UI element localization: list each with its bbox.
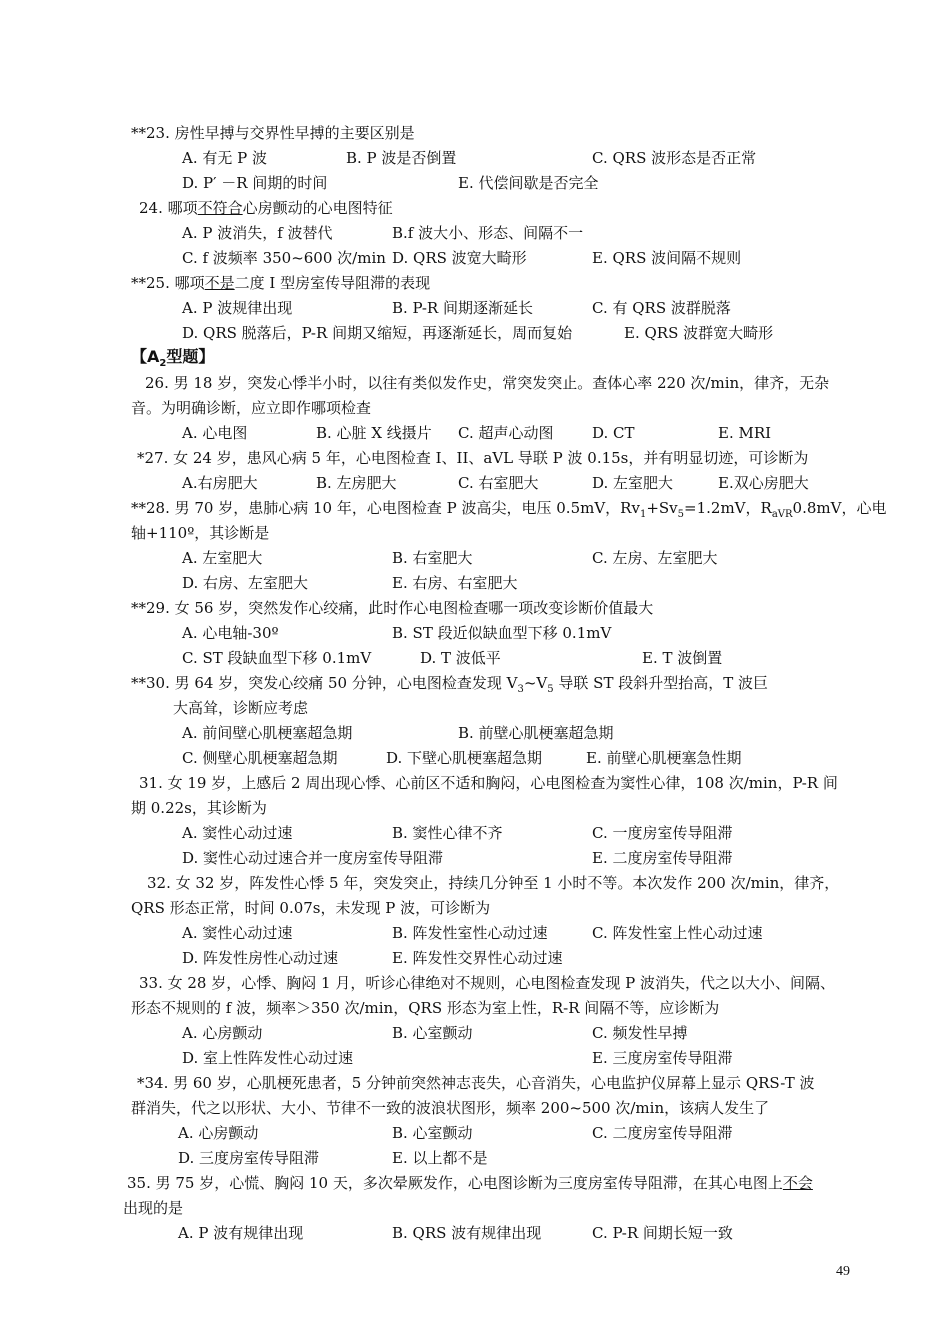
q28-option-b: B. 右室肥大 — [392, 549, 473, 567]
q33-option-a: A. 心房颤动 — [182, 1024, 263, 1042]
q29-stem: **29. 女 56 岁，突然发作心绞痛，此时作心电图检查哪一项改变诊断价值最大 — [131, 599, 654, 617]
q24-option-e: E. QRS 波间隔不规则 — [592, 249, 742, 267]
q31-option-d: D. 窦性心动过速合并一度房室传导阻滞 — [182, 849, 444, 867]
q32-option-d: D. 阵发性房性心动过速 — [182, 949, 339, 967]
q28-option-a: A. 左室肥大 — [182, 549, 263, 567]
q23-option-e: E. 代偿间歇是否完全 — [458, 174, 599, 192]
q23-stem: **23. 房性早搏与交界性早搏的主要区别是 — [131, 124, 415, 142]
q25-option-c: C. 有 QRS 波群脱落 — [592, 299, 731, 317]
q35-emphasis: 不会 — [782, 1174, 813, 1192]
q29-option-b: B. ST 段近似缺血型下移 0.1mV — [392, 624, 612, 642]
q30-option-c: C. 侧壁心肌梗塞超急期 — [182, 749, 338, 767]
q35-option-c: C. P-R 间期长短一致 — [592, 1224, 733, 1242]
q31-stem-line1: 31. 女 19 岁，上感后 2 周出现心悸、心前区不适和胸闷，心电图检查为窦性心律，108 次/min，P-R 间 — [139, 774, 838, 792]
q31-option-a: A. 窦性心动过速 — [182, 824, 293, 842]
q34-stem-line1: *34. 男 60 岁，心肌梗死患者，5 分钟前突然神志丧失，心音消失，心电监护仪屏幕上显示 QRS-T 波 — [137, 1074, 815, 1092]
q24-option-b: B.f 波大小、形态、间隔不一 — [392, 224, 584, 242]
q25-option-a: A. P 波规律出现 — [182, 299, 293, 317]
q27-option-d: D. 左室肥大 — [592, 474, 674, 492]
q29-option-d: D. T 波低平 — [420, 649, 501, 667]
q33-stem-line1: 33. 女 28 岁，心悸、胸闷 1 月，听诊心律绝对不规则，心电图检查发现 P 波消失，代之以大小、间隔、 — [139, 974, 835, 992]
q33-stem-line2: 形态不规则的 f 波，频率＞350 次/min，QRS 形态为室上性，R-R 间隔不等，应诊断为 — [131, 999, 720, 1017]
q32-stem-line1: 32. 女 32 岁，阵发性心悸 5 年，突发突止，持续几分钟至 1 小时不等。本次发作 200 次/min，律齐， — [147, 874, 840, 892]
q24-option-a: A. P 波消失，f 波替代 — [182, 224, 333, 242]
q26-option-d: D. CT — [592, 424, 635, 442]
q35-option-b: B. QRS 波有规律出现 — [392, 1224, 542, 1242]
q23-option-d: D. P′ －R 间期的时间 — [182, 174, 328, 192]
q29-option-c: C. ST 段缺血型下移 0.1mV — [182, 649, 372, 667]
q27-option-c: C. 右室肥大 — [458, 474, 539, 492]
q30-option-d: D. 下壁心肌梗塞超急期 — [386, 749, 543, 767]
q32-option-e: E. 阵发性交界性心动过速 — [392, 949, 563, 967]
q26-option-b: B. 心脏 X 线摄片 — [316, 424, 432, 442]
q31-stem-line2: 期 0.22s，其诊断为 — [131, 799, 267, 817]
q30-stem-line1: **30. 男 64 岁，突发心绞痛 50 分钟，心电图检查发现 $V_3\sim V_5$ 导联 ST 段斜升型抬高，T 波巨 — [131, 674, 768, 695]
q29-option-e: E. T 波倒置 — [642, 649, 723, 667]
q33-option-d: D. 室上性阵发性心动过速 — [182, 1049, 354, 1067]
q34-stem-line2: 群消失，代之以形状、大小、节律不一致的波浪状图形，频率 200~500 次/min，该病人发生了 — [131, 1099, 770, 1117]
q34-option-c: C. 二度房室传导阻滞 — [592, 1124, 733, 1142]
q33-option-b: B. 心室颤动 — [392, 1024, 473, 1042]
q23-option-a: A. 有无 P 波 — [182, 149, 267, 167]
q24-stem: 24. 哪项不符合心房颤动的心电图特征 — [139, 199, 393, 217]
q30-option-a: A. 前间壁心肌梗塞超急期 — [182, 724, 353, 742]
q35-stem-line1: 35. 男 75 岁，心慌、胸闷 10 天，多次晕厥发作，心电图诊断为三度房室传导阻滞，在其心电图上不会 — [127, 1174, 813, 1192]
q27-option-a: A.右房肥大 — [182, 474, 258, 492]
q32-option-c: C. 阵发性室上性心动过速 — [592, 924, 763, 942]
q34-option-a: A. 心房颤动 — [178, 1124, 259, 1142]
q35-option-a: A. P 波有规律出现 — [178, 1224, 304, 1242]
section-heading: 【$A_2$型题】 — [131, 347, 215, 370]
q25-option-e: E. QRS 波群宽大畸形 — [624, 324, 774, 342]
q27-stem: *27. 女 24 岁，患风心病 5 年，心电图检查 I、II、aVL 导联 P 波 0.15s，并有明显切迹，可诊断为 — [137, 449, 809, 467]
q30-option-b: B. 前壁心肌梗塞超急期 — [458, 724, 614, 742]
q25-option-b: B. P-R 间期逐渐延长 — [392, 299, 533, 317]
q28-option-c: C. 左房、左室肥大 — [592, 549, 718, 567]
q31-option-c: C. 一度房室传导阻滞 — [592, 824, 733, 842]
q34-option-d: D. 三度房室传导阻滞 — [178, 1149, 320, 1167]
q25-emphasis: 不是 — [204, 274, 235, 292]
q23-option-c: C. QRS 波形态是否正常 — [592, 149, 757, 167]
q25-stem: **25. 哪项不是二度 I 型房室传导阻滞的表现 — [131, 274, 431, 292]
q31-option-b: B. 窦性心律不齐 — [392, 824, 503, 842]
q35-stem-line2: 出现的是 — [123, 1199, 184, 1217]
q23-option-b: B. P 波是否倒置 — [346, 149, 457, 167]
q33-option-c: C. 频发性早搏 — [592, 1024, 688, 1042]
q34-option-b: B. 心室颤动 — [392, 1124, 473, 1142]
q24-option-d: D. QRS 波宽大畸形 — [392, 249, 527, 267]
q24-option-c: C. f 波频率 350~600 次/min — [182, 249, 386, 267]
q27-option-e: E.双心房肥大 — [718, 474, 809, 492]
q30-option-e: E. 前壁心肌梗塞急性期 — [586, 749, 742, 767]
q28-option-d: D. 右房、左室肥大 — [182, 574, 309, 592]
q32-option-b: B. 阵发性室性心动过速 — [392, 924, 548, 942]
q28-option-e: E. 右房、右室肥大 — [392, 574, 518, 592]
q26-stem-line2: 音。为明确诊断，应立即作哪项检查 — [131, 399, 372, 417]
q31-option-e: E. 二度房室传导阻滞 — [592, 849, 733, 867]
page-number: 49 — [836, 1264, 850, 1279]
q26-stem-line1: 26. 男 18 岁，突发心悸半小时，以往有类似发作史，常突发突止。查体心率 220 次/min，律齐，无杂 — [145, 374, 830, 392]
q25-option-d: D. QRS 脱落后，P-R 间期又缩短，再逐渐延长，周而复始 — [182, 324, 573, 342]
q24-emphasis: 不符合 — [197, 199, 243, 217]
q28-stem-line2: 轴+110º，其诊断是 — [131, 524, 270, 542]
q26-option-c: C. 超声心动图 — [458, 424, 554, 442]
q32-stem-line2: QRS 形态正常，时间 0.07s，未发现 P 波，可诊断为 — [131, 899, 491, 917]
q28-stem-line1: **28. 男 70 岁，患肺心病 10 年，心电图检查 P 波高尖，电压 0.5mV，$Rv_1+Sv_5=1.2mV$，$R_{aVR}0.8mV$，心电 — [131, 499, 887, 520]
q26-option-e: E. MRI — [718, 424, 772, 442]
q27-option-b: B. 左房肥大 — [316, 474, 397, 492]
q34-option-e: E. 以上都不是 — [392, 1149, 488, 1167]
q33-option-e: E. 三度房室传导阻滞 — [592, 1049, 733, 1067]
q30-stem-line2: 大高耸，诊断应考虑 — [173, 699, 309, 717]
q26-option-a: A. 心电图 — [182, 424, 248, 442]
q32-option-a: A. 窦性心动过速 — [182, 924, 293, 942]
q29-option-a: A. 心电轴-30º — [182, 624, 279, 642]
